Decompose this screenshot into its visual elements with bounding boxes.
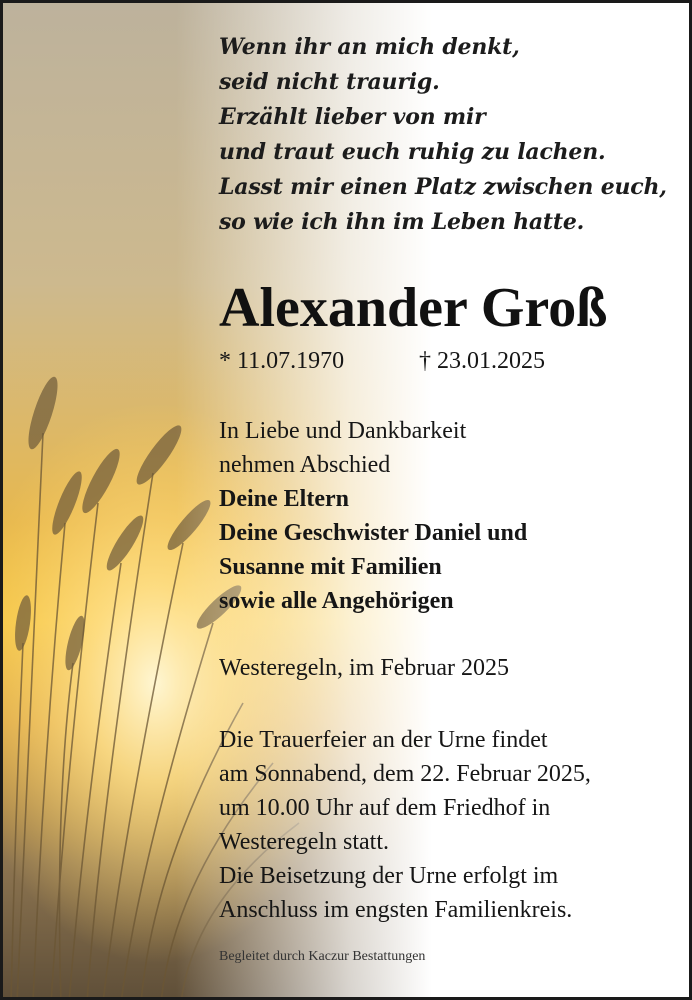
birth-date: * 11.07.1970 — [219, 348, 345, 374]
death-date: † 23.01.2025 — [419, 348, 545, 374]
service-line: Westeregeln statt. — [219, 829, 390, 855]
mourner-name: Deine Geschwister Daniel und — [219, 520, 528, 546]
mourners-intro-line: nehmen Abschied — [219, 452, 391, 478]
poem-line: Erzählt lieber von mir — [219, 104, 486, 130]
poem-line: Lasst mir einen Platz zwischen euch, — [219, 174, 667, 200]
poem-line: und traut euch ruhig zu lachen. — [219, 139, 606, 165]
memorial-poem — [219, 30, 667, 240]
funeral-service-info — [219, 723, 591, 927]
service-line: Die Beisetzung der Urne erfolgt im — [219, 863, 559, 889]
poem-line: Wenn ihr an mich denkt, — [219, 34, 520, 60]
mourner-name: Susanne mit Familien — [219, 554, 442, 580]
obituary-text — [219, 3, 669, 997]
mourner-name: Deine Eltern — [219, 486, 349, 512]
poem-line: seid nicht traurig. — [219, 69, 440, 95]
mourners-block — [219, 414, 527, 618]
place-and-date: Westeregeln, im Februar 2025 — [219, 655, 509, 681]
mourner-name: sowie alle Angehörigen — [219, 588, 454, 614]
service-line: Anschluss im engsten Familienkreis. — [219, 897, 573, 923]
mourners-intro-line: In Liebe und Dankbarkeit — [219, 418, 467, 444]
funeral-home-credit: Begleitet durch Kaczur Bestattungen — [219, 949, 426, 964]
deceased-name: Alexander Groß — [219, 277, 608, 339]
poem-line: so wie ich ihn im Leben hatte. — [219, 209, 585, 235]
service-line: am Sonnabend, dem 22. Februar 2025, — [219, 761, 591, 787]
service-line: Die Trauerfeier an der Urne findet — [219, 727, 548, 753]
service-line: um 10.00 Uhr auf dem Friedhof in — [219, 795, 551, 821]
